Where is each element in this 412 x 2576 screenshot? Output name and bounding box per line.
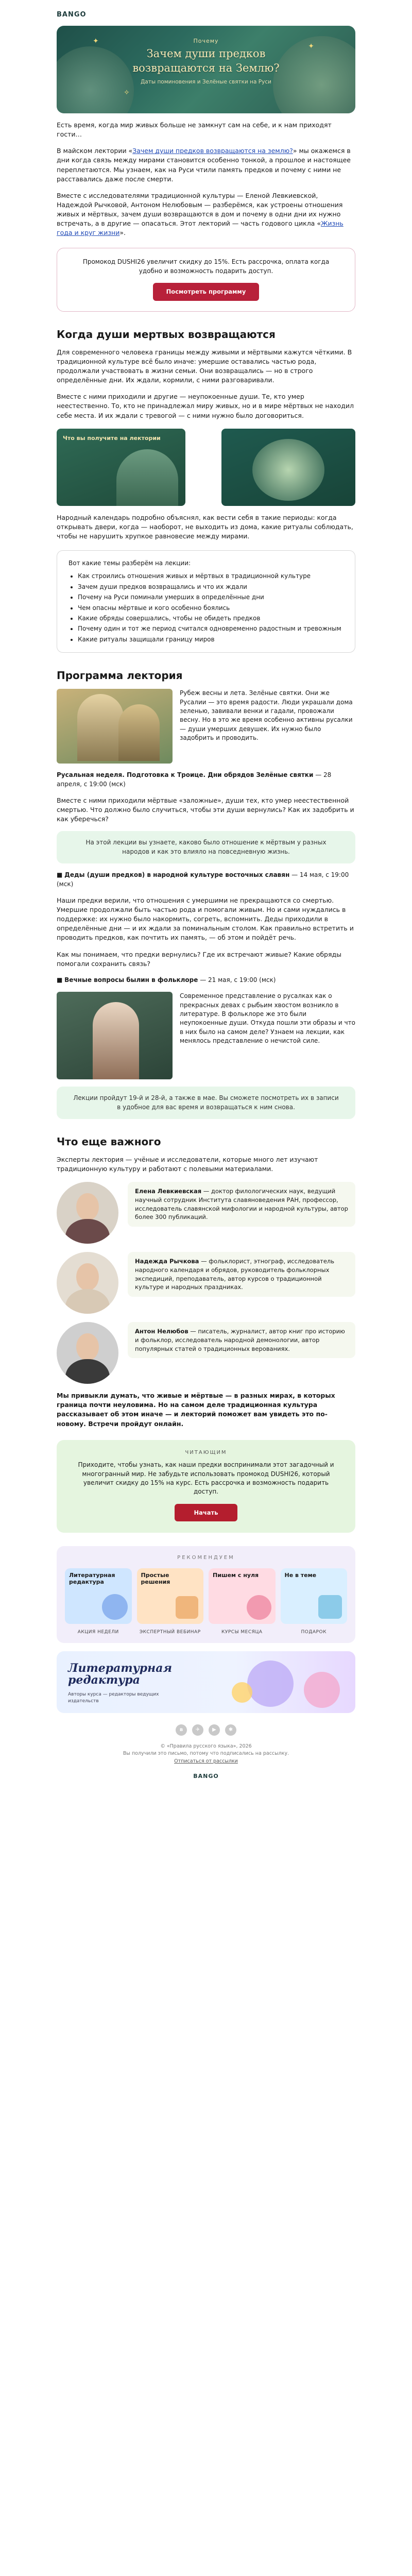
lecture-1-figure — [77, 694, 124, 761]
lecture-1-title: Русальная неделя. Подготовка к Троице. Дни обрядов Зелёные святки — [57, 771, 314, 779]
footer — [57, 1743, 355, 1765]
recommend-link[interactable]: АКЦИЯ НЕДЕЛИ — [77, 1629, 119, 1635]
avatar-body — [65, 1289, 110, 1314]
inset-image-right[interactable] — [221, 429, 355, 506]
recommend-card-title: Простые решения — [141, 1571, 170, 1585]
sec3-bold-text: Мы привыкли думать, что живые и мёртвые — в разных мирах, в которых граница почти неуловима. Но на самом деле традиционная культура рассказывает об этом иначе — и лекторий поможет вам увидеть это по-новому. Встречи пройдут онлайн. — [57, 1392, 335, 1428]
recommend-section — [57, 1546, 355, 1643]
vk-icon[interactable]: в — [176, 1724, 187, 1736]
lecture-3-figure — [93, 1002, 139, 1079]
card-decoration — [102, 1594, 128, 1620]
avatar-face — [76, 1193, 98, 1221]
expert-bio — [128, 1322, 355, 1358]
view-program-button[interactable]: Посмотреть программу — [153, 283, 260, 301]
lecture-3-desc: Современное представление о русалках как о прекрасных девах с рыбьим хвостом возникло в литературе. В фольклоре же это были неупокоенные души. Откуда пошли эти образы и что в них было на самом деле? Узнаем на лекции, как менялось представление о нечистой силе. — [180, 992, 355, 1045]
promo-box — [57, 248, 355, 311]
telegram-icon[interactable]: ✈ — [192, 1724, 203, 1736]
topics-checklist — [57, 550, 355, 653]
lecture-2-desc: Наши предки верили, что отношения с умершими не прекращаются со смертью. Умершие продолжали быть частью рода и помогали живым. Но и сами нуждались в поддержке: их нужно было накормить, согреть, вспомнить. Деды приходили в определённые дни — и их ждали за поминальным столом. Как правильно встретить и проводить предков, как почтить их память, — об этом и пойдёт речь. — [57, 896, 354, 942]
intro-text: Вместе с исследователями традиционной культуры — Еленой Левкиевской, Надеждой Рычковой, Антоном Нелюбовым — разберёмся, как устроены отношения живых и мёртвых, зачем души возвращаются в дом и почему в одни дни их нужно встречать, а в другие — опасаться. Этот лекторий — часть годового цикла « — [57, 191, 343, 228]
recommend-title: РЕКОМЕНДУЕМ — [177, 1555, 235, 1561]
inset-figure — [252, 439, 324, 501]
footer-logo[interactable]: BANGO — [193, 1772, 219, 1780]
intro-text: В майском лектории « — [57, 147, 133, 155]
expert-name: Надежда Рычкова — [135, 1258, 199, 1265]
footer-note: Вы получили это письмо, потому что подписались на рассылку. — [123, 1751, 289, 1757]
sec1-paragraph-3: Народный календарь подробно объяснял, как вести себя в такие периоды: когда открывать двери, когда — наоборот, не выходить из дома, какие ритуалы соблюдать, чтобы не нарушить хрупкое равновесие между мирами. — [57, 513, 353, 540]
expert-card — [57, 1322, 355, 1384]
recommend-card[interactable] — [137, 1568, 204, 1624]
expert-desc: — доктор филологических наук, ведущий научный сотрудник Института славяноведения РАН, профессор, исследователь славянской мифологии и народной культуры, автор более 300 публикаций. — [135, 1188, 348, 1221]
intro-text: » мы окажемся в дни когда связь между мирами становится особенно тонкой, а прошлое и настоящее переплетаются. Мы узнаем, как на Руси чтили память предков и почему с ними не расставались даже после смерти. — [57, 147, 351, 183]
checklist-item: • Чем опасны мёртвые и кого особенно боялись — [78, 604, 344, 613]
expert-name: Антон Нелюбов — [135, 1328, 188, 1335]
checklist-item: • Какие ритуалы защищали границу миров — [78, 635, 344, 644]
banner-title-line-1: Литературная — [68, 1662, 172, 1675]
section-title-important: Что еще важного — [57, 1135, 161, 1148]
recommend-card[interactable] — [281, 1568, 348, 1624]
lecture-1-image[interactable] — [57, 689, 173, 764]
cta-label: ЧИТАЮЩИМ — [185, 1449, 227, 1455]
lecture-1-heading — [57, 771, 355, 789]
cta-text: Приходите, чтобы узнать, как наши предки воспринимали этот загадочный и многогранный мир. Не забудьте использовать промокод DUSHI26, который увеличит скидку до 15% на курс. Есть рассрочка и возможность подарить доступ. — [78, 1461, 334, 1496]
inset-caption: Что вы получите на лектории — [63, 434, 161, 442]
star-icon: ✦ — [308, 42, 314, 50]
recommend-card[interactable] — [209, 1568, 276, 1624]
footer-copyright: © «Правила русского языка», 2026 — [160, 1743, 252, 1749]
social-links — [57, 1724, 355, 1736]
lecture-1 — [57, 689, 355, 764]
top-bar — [57, 8, 355, 22]
start-button[interactable]: Начать — [175, 1504, 238, 1522]
recommend-card-title: Литературная редактура — [69, 1571, 115, 1585]
avatar — [57, 1322, 118, 1384]
cycle-link[interactable]: Жизнь года и круг жизни — [57, 219, 344, 237]
intro-paragraph-3 — [57, 191, 355, 238]
lecture-3 — [57, 992, 355, 1079]
avatar-body — [65, 1359, 110, 1384]
recommend-card[interactable] — [65, 1568, 132, 1624]
expert-name: Елена Левкиевская — [135, 1188, 202, 1195]
expert-card — [57, 1182, 355, 1244]
checklist-items — [78, 572, 344, 644]
lecture-link[interactable]: Зачем души предков возвращаются на землю? — [132, 147, 293, 155]
youtube-icon[interactable]: ▶ — [209, 1724, 220, 1736]
sec1-paragraph-1: Для современного человека границы между живыми и мёртвыми кажутся чёткими. В традиционной культуре всё было иначе: умершие оставались частью рода, продолжали участвовать в жизни семьи. Они возвращались — но в строго определённые дни. Их ждали, кормили, с ними разговаривали. — [57, 348, 352, 384]
sec1-paragraph-2: Вместе с ними приходили и другие — неупокоенные души. Те, кто умер неестественно. То, кто не принадлежал миру живых, но и в мире мёртвых не находил себе места. И их ждали с тревогой — с ними нужно было договориться. — [57, 393, 354, 419]
hero-text — [57, 37, 355, 86]
checklist-item: • Как строились отношения живых и мёртвых в традиционной культуре — [78, 572, 344, 581]
checklist-item: • Почему на Руси поминали умерших в определённые дни — [78, 593, 344, 602]
lecture-3-title: Вечные вопросы былин в фольклоре — [64, 976, 198, 984]
checklist-item: • Какие обряды совершались, чтобы не обидеть предков — [78, 614, 344, 623]
unsubscribe-link[interactable]: Отписаться от рассылки — [174, 1758, 238, 1764]
banner-title-line-2: редактура — [68, 1673, 140, 1687]
lecture-2-heading: ■ Деды (души предков) в народной культуре восточных славян — 14 мая, с 19:00 (мск) — [57, 871, 349, 888]
hero-title-line-2: возвращаются на Землю? — [132, 62, 280, 75]
lecture-1-figure — [118, 704, 160, 761]
card-decoration — [247, 1595, 271, 1620]
sec3-paragraph-1: Эксперты лектория — учёные и исследователи, которые много лет изучают традиционную культуру и работают с полевыми материалами. — [57, 1155, 318, 1173]
lecture-3-text — [180, 992, 355, 1045]
banner-subtitle: Авторы курса — редакторы ведущих издательств — [68, 1692, 159, 1704]
lecture-1-desc: Рубеж весны и лета. Зелёные святки. Они же Русалии — это время радости. Люди украшали дома зеленью, завивали венки и гадали, провожали весну. Но в это же время особенно активны русалки — души умерших девушек. Их нужно было задобрить и проводить. — [180, 689, 353, 742]
intro-paragraph-2 — [57, 146, 355, 184]
lecture-2-title: Деды (души предков) в народной культуре восточных славян — [64, 871, 290, 879]
expert-desc: — писатель, журналист, автор книг про историю и фольклор, исследователь народной демонологии, автор популярных статей о традиционных верованиях. — [135, 1328, 345, 1352]
cta-box — [57, 1440, 355, 1533]
intro-paragraph-1: Есть время, когда мир живых больше не замкнут сам на себе, и к нам приходят гости… — [57, 121, 332, 139]
avatar-face — [76, 1333, 98, 1361]
avatar-body — [65, 1219, 110, 1244]
lecture-3-image[interactable] — [57, 992, 173, 1079]
recommend-link[interactable]: ЭКСПЕРТНЫЙ ВЕБИНАР — [139, 1629, 201, 1635]
card-decoration — [176, 1596, 198, 1619]
recommend-card-title: Не в теме — [284, 1571, 317, 1579]
recommend-link[interactable]: КУРСЫ МЕСЯЦА — [221, 1629, 263, 1635]
checklist-item: • Зачем души предков возвращались и что их ждали — [78, 583, 344, 591]
section-title-program: Программа лектория — [57, 669, 183, 682]
checklist-title: Вот какие темы разберём на лекции: — [68, 560, 191, 567]
promo-text: Промокод DUSHI26 увеличит скидку до 15%. Есть рассрочка, оплата когда удобно и возможность подарить доступ. — [82, 258, 330, 275]
avatar — [57, 1252, 118, 1314]
lecture-3-date: — 21 мая, с 19:00 (мск) — [200, 976, 276, 984]
lecture-3-heading: ■ Вечные вопросы былин в фольклоре — 21 мая, с 19:00 (мск) — [57, 976, 276, 984]
star-icon: ✦ — [93, 37, 99, 45]
avatar-face — [76, 1263, 98, 1291]
email-column — [57, 8, 355, 1781]
expert-bio — [128, 1182, 355, 1227]
lecture-2-question: Как мы понимаем, что предки вернулись? Где их встречают живые? Какие обряды помогали сохранить связь? — [57, 950, 342, 968]
section-title-return: Когда души мертвых возвращаются — [57, 328, 276, 341]
avatar — [57, 1182, 118, 1244]
intro-text: ». — [119, 229, 126, 237]
expert-desc: — фольклорист, этнограф, исследователь народного календаря и обрядов, руководитель фольклорных экспедиций, преподаватель, автор курсов о традиционной культуре и народных праздниках. — [135, 1258, 335, 1291]
sec3-paragraph-2 — [57, 1391, 355, 1429]
course-banner[interactable] — [57, 1651, 355, 1713]
recommend-grid — [65, 1568, 347, 1624]
note-box-2: Лекции пройдут 19-й и 28-й, а также в мае. Вы сможете посмотреть их в записи в удобное для вас время и возвращаться к ним снова. — [57, 1087, 355, 1119]
inset-figure — [116, 449, 178, 506]
recommend-card-title: Пишем с нуля — [213, 1571, 259, 1579]
lecture-1-text — [180, 689, 355, 742]
recommend-link[interactable]: ПОДАРОК — [301, 1629, 327, 1635]
banner-decoration — [247, 1660, 294, 1707]
recommend-links — [65, 1629, 347, 1636]
expert-bio — [128, 1252, 355, 1297]
inset-image-left[interactable] — [57, 429, 185, 506]
card-decoration — [318, 1595, 342, 1619]
star-icon: ✧ — [124, 89, 130, 97]
lecture-2-date: — 14 мая, с 19:00 (мск) — [57, 871, 349, 888]
banner-title — [68, 1663, 172, 1686]
inset-card — [57, 429, 355, 506]
hero-banner[interactable] — [57, 26, 355, 113]
lecture-1-desc-2: Вместе с ними приходили мёртвые «заложные», души тех, кто умер неестественной смертью. Что должно было случиться, чтобы эти души вернулись? Как их задобрить и как уберечься? — [57, 796, 354, 823]
lecture-1-date: — 28 апреля, с 19:00 (мск) — [57, 771, 332, 788]
note-box-1: На этой лекции вы узнаете, каково было отношение к мёртвым у разных народов и как это влияло на повседневную жизнь. — [57, 831, 355, 863]
banner-decoration — [304, 1672, 340, 1708]
hero-kicker: Почему — [193, 38, 219, 44]
hero-subtitle: Даты поминовения и Зелёные святки на Руси — [141, 79, 271, 86]
expert-card — [57, 1252, 355, 1314]
dzen-icon[interactable]: ✱ — [225, 1724, 236, 1736]
hero-title-line-1: Зачем души предков — [146, 47, 266, 60]
checklist-item: • Почему один и тот же период считался одновременно радостным и тревожным — [78, 624, 344, 633]
banner-decoration — [232, 1682, 252, 1703]
brand-logo[interactable]: BANGO — [57, 10, 87, 19]
